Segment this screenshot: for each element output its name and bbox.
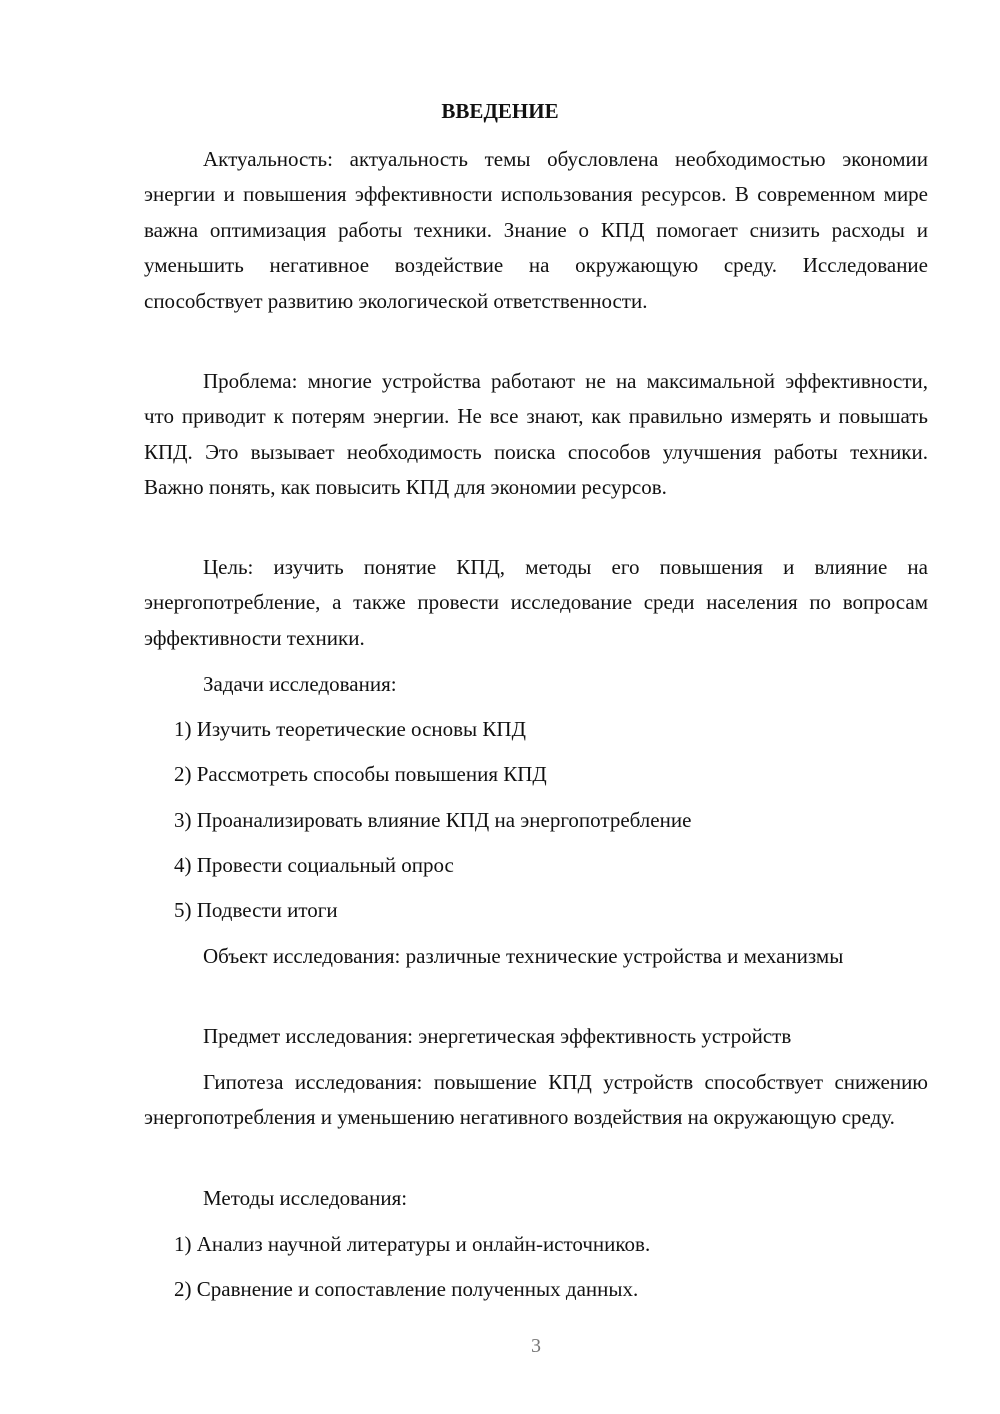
tasks-title: Задачи исследования: — [203, 672, 397, 696]
task-item: 2) Рассмотреть способы повышения КПД — [174, 762, 547, 786]
method-item: 1) Анализ научной литературы и онлайн-источников. — [174, 1232, 651, 1256]
object-paragraph: Объект исследования: различные технические устройства и механизмы — [203, 944, 844, 968]
section-heading: ВВЕДЕНИЕ — [441, 99, 559, 123]
relevance-paragraph: Актуальность: актуальность темы обусловлена необходимостью экономии энергии и повышения эффективности использования ресурсов. В современном мире важна оптимизация работы техники. Знание о КПД помогает снизить расходы и уменьшить негативное воздействие на окружающую среду. Исследование способствует развитию экологической ответственности. — [144, 147, 928, 313]
task-item: 1) Изучить теоретические основы КПД — [174, 717, 526, 741]
hypothesis-paragraph: Гипотеза исследования: повышение КПД устройств способствует снижению энергопотребления и уменьшению негативного воздействия на окружающую среду. — [144, 1070, 928, 1130]
problem-paragraph: Проблема: многие устройства работают не на максимальной эффективности, что приводит к потерям энергии. Не все знают, как правильно измерять и повышать КПД. Это вызывает необходимость поиска способов улучшения работы техники. Важно понять, как повысить КПД для экономии ресурсов. — [144, 369, 928, 500]
task-item: 5) Подвести итоги — [174, 898, 338, 922]
method-item: 2) Сравнение и сопоставление полученных данных. — [174, 1277, 639, 1301]
task-item: 3) Проанализировать влияние КПД на энергопотребление — [174, 808, 692, 832]
subject-paragraph: Предмет исследования: энергетическая эффективность устройств — [203, 1024, 792, 1048]
goal-paragraph: Цель: изучить понятие КПД, методы его повышения и влияние на энергопотребление, а также провести исследование среди населения по вопросам эффективности техники. — [144, 555, 928, 650]
page-number: 3 — [531, 1335, 541, 1357]
task-item: 4) Провести социальный опрос — [174, 853, 454, 877]
methods-title: Методы исследования: — [203, 1186, 408, 1210]
